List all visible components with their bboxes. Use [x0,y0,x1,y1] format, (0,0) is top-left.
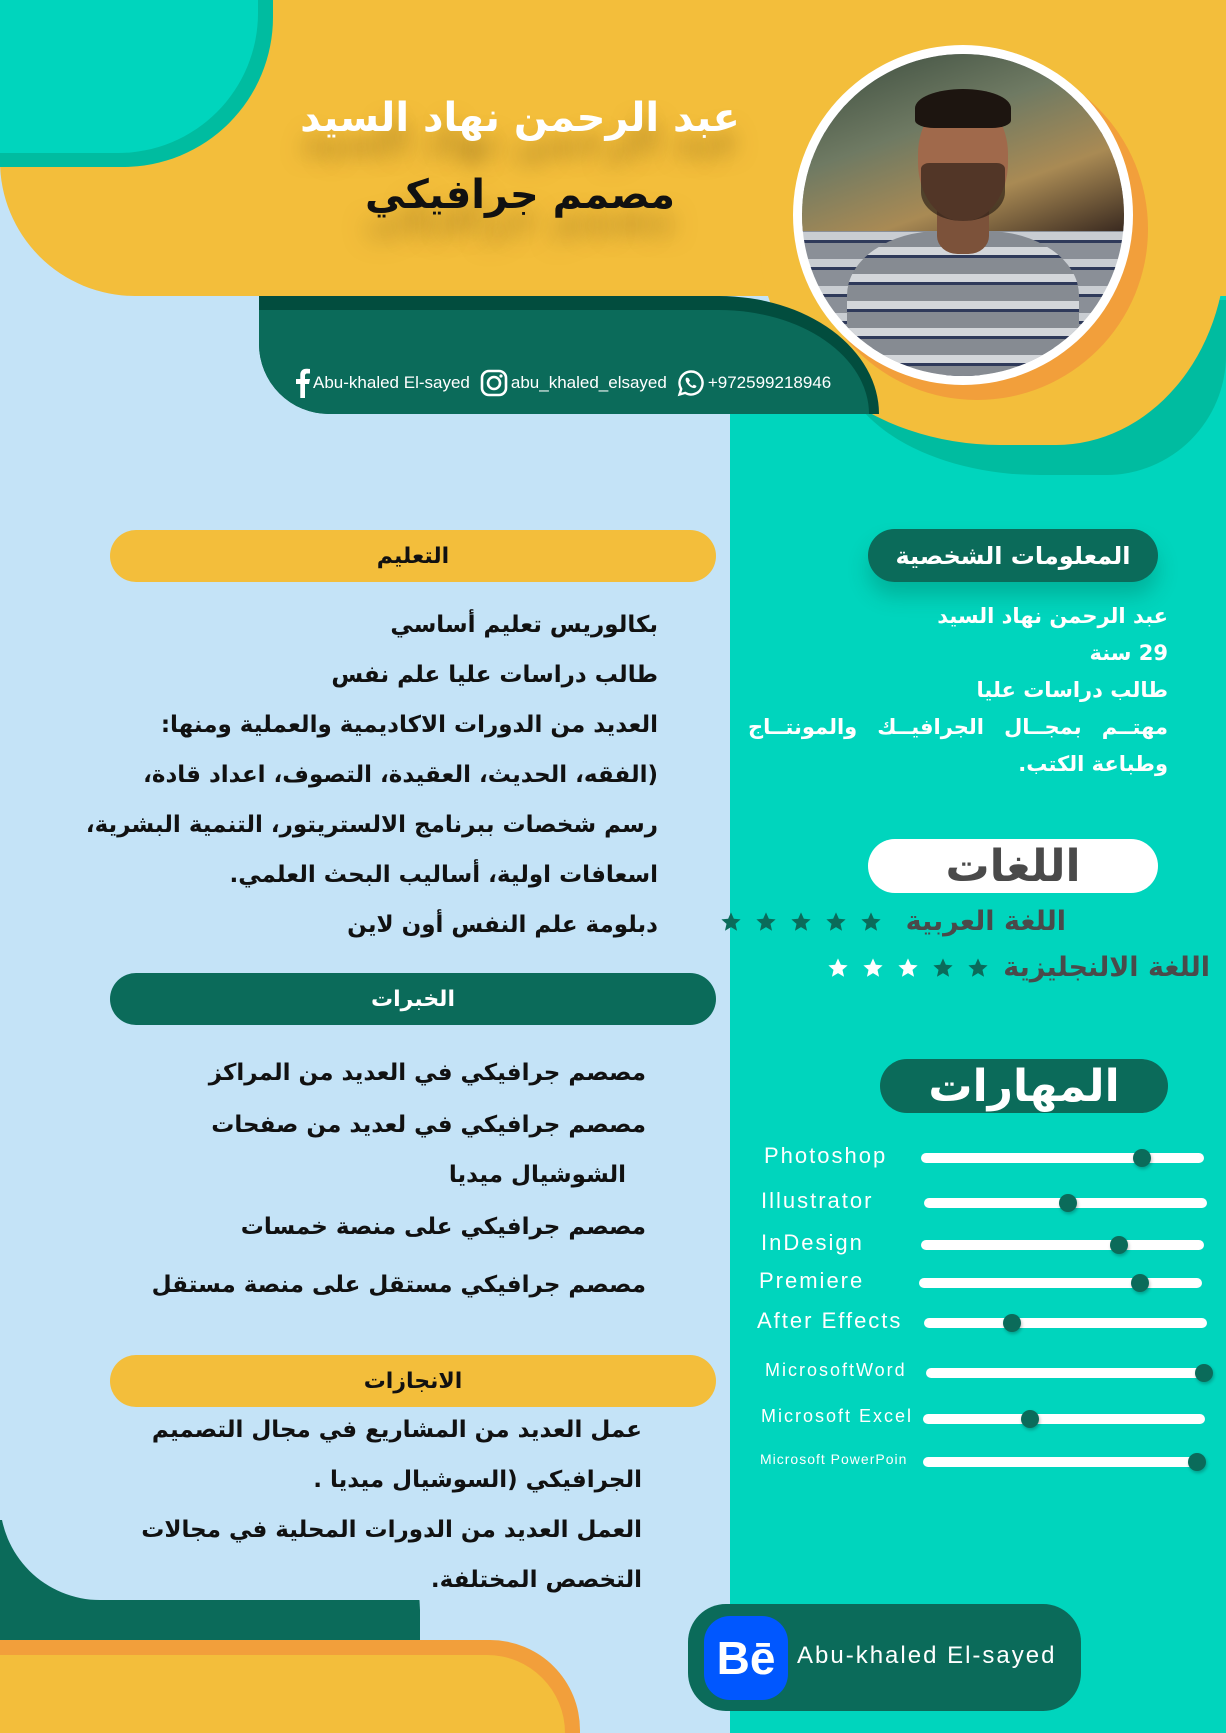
instagram-icon [480,369,508,397]
achievement-item: التخصص المختلفة. [430,1567,642,1593]
skill-slider-track[interactable] [924,1318,1207,1328]
skill-label: Photoshop [764,1143,888,1168]
whatsapp-icon [677,369,705,397]
contact-facebook-text: Abu-khaled El-sayed [313,373,470,392]
languages-header: اللغات [868,839,1158,893]
experience-item: مصصم جرافيكي في لعديد من صفحات [211,1112,646,1138]
contact-instagram-text: abu_khaled_elsayed [510,373,667,392]
personal-age: 29 سنة [1089,641,1168,665]
skill-label: Premiere [759,1268,865,1293]
skill-label: MicrosoftWord [765,1360,907,1380]
star-empty-icon [862,957,884,979]
skill-label: Illustrator [761,1188,874,1213]
achievement-item: الجرافيكي (السوشيال ميديا . [313,1467,642,1493]
skill-slider-track[interactable] [924,1198,1207,1208]
skill-slider-track[interactable] [919,1278,1202,1288]
language-rating [720,911,882,933]
bg-teal-right [730,380,1226,1733]
personal-info [748,598,1168,783]
language-name: اللغة العربية [905,906,1066,937]
person-name: عبد الرحمن نهاد السيد [300,95,740,141]
photo-hair [915,89,1012,128]
language-name: اللغة الالنجليزية [1003,952,1210,983]
personal-name: عبد الرحمن نهاد السيد [937,604,1168,628]
contact-whatsapp[interactable] [677,369,831,397]
skill-slider-track[interactable] [921,1153,1204,1163]
skill-slider-knob[interactable] [1003,1314,1021,1332]
skill-slider-knob[interactable] [1195,1364,1213,1382]
language-row-english [827,952,1210,983]
experience-item: مصصم جرافيكي مستقل على منصة مستقل [151,1272,646,1298]
language-rating [827,957,989,979]
star-filled-icon [932,957,954,979]
education-item: اسعافات اولية، أساليب البحث العلمي. [229,862,658,888]
contact-band [259,310,869,414]
education-list [86,600,658,950]
star-filled-icon [967,957,989,979]
star-empty-icon [827,957,849,979]
contact-instagram[interactable] [480,369,667,397]
education-item: دبلومة علم النفس أون لاين [347,912,658,938]
behance-username[interactable]: Abu-khaled El-sayed [797,1642,1057,1669]
photo-beard [921,163,1005,221]
star-filled-icon [825,911,847,933]
personal-interest: مهتــم بمجــال الجرافيــك والمونتــاج [748,715,1168,739]
skill-label: Microsoft PowerPoin [760,1451,908,1467]
education-header: التعليم [110,530,716,582]
contact-list [296,368,835,398]
behance-logo-text: Bē [716,1632,776,1684]
behance-icon[interactable] [704,1616,788,1700]
skill-slider-knob[interactable] [1110,1236,1128,1254]
skill-label: After Effects [757,1308,903,1333]
education-item: بكالوريس تعليم أساسي [390,612,658,638]
skill-label: InDesign [761,1230,864,1255]
experience-item: مصصم جرافيكي في العديد من المراكز [208,1060,646,1086]
skills-header: المهارات [880,1059,1168,1113]
skill-slider-knob[interactable] [1131,1274,1149,1292]
job-title: مصمم جرافيكي [365,172,675,218]
skill-label: Microsoft Excel [761,1406,914,1426]
skill-slider-track[interactable] [926,1368,1204,1378]
personal-status: طالب دراسات عليا [976,678,1168,702]
contact-whatsapp-text: +972599218946 [707,373,832,392]
star-filled-icon [790,911,812,933]
experience-header: الخبرات [110,973,716,1025]
achievements-list [141,1405,642,1605]
education-item: رسم شخصات ببرنامج الالستريتور، التنمية البشرية، [85,812,658,838]
facebook-icon [296,368,310,398]
skill-slider-track[interactable] [921,1240,1204,1250]
star-filled-icon [860,911,882,933]
star-filled-icon [720,911,742,933]
skill-slider-track[interactable] [923,1457,1203,1467]
education-item: طالب دراسات عليا علم نفس [331,662,658,688]
language-row-arabic [720,906,1066,937]
achievement-item: عمل العديد من المشاريع في مجال التصميم [151,1417,642,1443]
skill-slider-knob[interactable] [1133,1149,1151,1167]
experience-list [152,1048,646,1310]
experience-item: الشوشيال ميديا [448,1162,626,1188]
profile-photo [802,54,1124,376]
contact-facebook[interactable] [296,368,470,398]
bg-yellow-bottom [0,1655,565,1733]
personal-info-header: المعلومات الشخصية [868,529,1158,582]
skill-slider-track[interactable] [923,1414,1205,1424]
star-filled-icon [755,911,777,933]
education-item: العديد من الدورات الاكاديمية والعملية ومنها: [160,712,658,738]
education-item: (الفقه، الحديث، العقيدة، التصوف، اعداد قادة، [143,762,658,788]
achievements-header: الانجازات [110,1355,716,1407]
star-empty-icon [897,957,919,979]
experience-item: مصصم جرافيكي على منصة خمسات [240,1214,646,1240]
personal-interest-cont: وطباعة الكتب. [1018,752,1168,776]
achievement-item: العمل العديد من الدورات المحلية في مجالات [141,1517,642,1543]
